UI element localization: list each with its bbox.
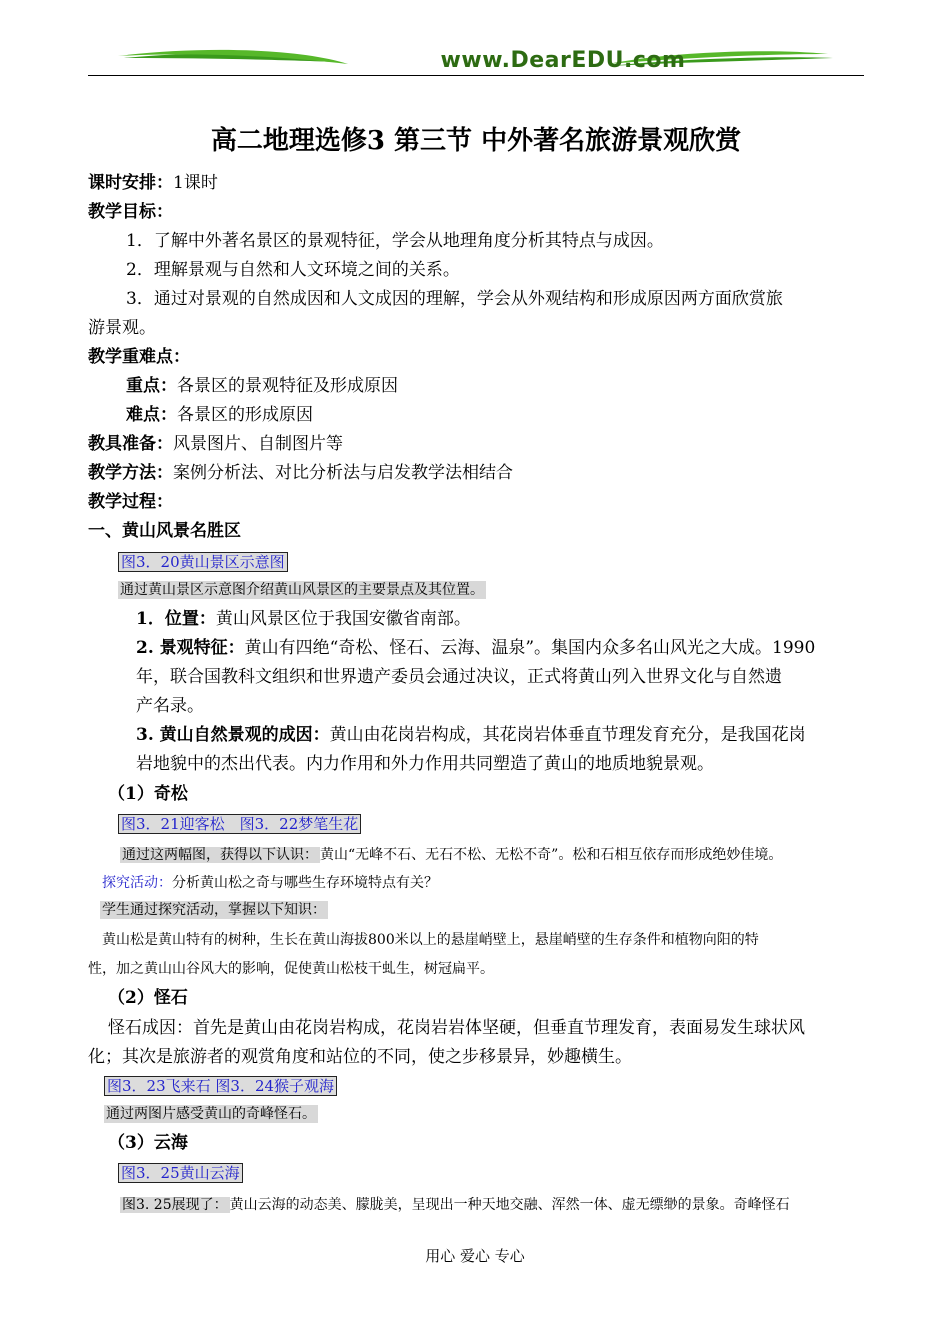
- cloud-note-text: 黄山云海的动态美、朦胧美，呈现出一种天地交融、浑然一体、虚无缥缈的景象。奇峰怪石: [229, 1197, 790, 1213]
- focus-label: 重点：: [126, 376, 177, 396]
- explore-label: 探究活动：: [102, 875, 172, 891]
- subheading-rock: （2）怪石: [108, 988, 188, 1008]
- difficulty-label: 难点：: [126, 405, 177, 425]
- teacher-note: 图3. 25展现了：: [122, 1197, 228, 1213]
- features-line-3: 产名录。: [136, 696, 204, 716]
- rock-text-line: 怪石成因：首先是黄山由花岗岩构成，花岗岩岩体坚硬，但垂直节理发育，表面易发生球状风: [108, 1018, 805, 1038]
- figure-link[interactable]: 图3．23飞来石 图3．24猴子观海: [104, 1076, 337, 1096]
- cause-text: 黄山由花岗岩构成，其花岗岩体垂直节理发育充分，是我国花岗: [329, 725, 806, 745]
- process-label: 教学过程：: [88, 492, 173, 512]
- header-divider: [88, 75, 864, 76]
- pine-note-line: [120, 844, 900, 866]
- page-title: 高二地理选修3 第三节 中外著名旅游景观欣赏: [210, 126, 742, 156]
- focus-value: 各景区的景观特征及形成原因: [177, 376, 398, 396]
- teacher-note: 通过黄山景区示意图介绍黄山风景区的主要景点及其位置。: [120, 582, 484, 598]
- cause-line: [136, 724, 916, 746]
- location-label: 1．位置：: [136, 609, 216, 629]
- figure-link[interactable]: 图3．25黄山云海: [118, 1163, 243, 1183]
- cause-line-2: 岩地貌中的杰出代表。内力作用和外力作用共同塑造了黄山的地质地貌景观。: [136, 754, 714, 774]
- explore-text: 分析黄山松之奇与哪些生存环境特点有关？: [172, 875, 438, 891]
- features-line: [136, 637, 916, 659]
- tools-line: [88, 433, 868, 455]
- teacher-note: 通过两图片感受黄山的奇峰怪石。: [106, 1106, 316, 1122]
- location-line: [136, 608, 916, 630]
- features-label: 2. 景观特征：: [136, 638, 245, 658]
- pine-text-line-2: 性，加之黄山山谷风大的影响，促使黄山松枝干虬生，树冠扁平。: [88, 961, 494, 977]
- methods-label: 教学方法：: [88, 463, 173, 483]
- methods-line: [88, 462, 868, 484]
- teacher-note: 学生通过探究活动，掌握以下知识：: [102, 902, 326, 918]
- objective-item: 1．了解中外著名景区的景观特征，学会从地理角度分析其特点与成因。: [126, 231, 664, 251]
- schedule-line: [88, 172, 868, 194]
- subheading-pine: （1）奇松: [108, 784, 188, 804]
- schedule-label: 课时安排：: [88, 173, 173, 193]
- schedule-value: 1课时: [173, 173, 218, 193]
- objective-item: 2．理解景观与自然和人文环境之间的关系。: [126, 260, 460, 280]
- site-logo-text: www.DearEDU.com: [440, 48, 686, 73]
- objective-item-continued: 游景观。: [88, 318, 156, 338]
- features-line-2: 年，联合国教科文组织和世界遗产委员会通过决议，正式将黄山列入世界文化与自然遗: [136, 667, 782, 687]
- rock-text-line-2: 化；其次是旅游者的观赏角度和站位的不同，使之步移景异，妙趣横生。: [88, 1047, 632, 1067]
- teacher-note: 通过这两幅图，获得以下认识：: [122, 847, 318, 863]
- tools-label: 教具准备：: [88, 434, 173, 454]
- location-text: 黄山风景区位于我国安徽省南部。: [215, 609, 471, 629]
- objective-item: 3．通过对景观的自然成因和人文成因的理解，学会从外观结构和形成原因两方面欣赏旅: [126, 289, 783, 309]
- page-footer: 用心 爱心 专心: [425, 1247, 525, 1265]
- figure-link[interactable]: 图3．21迎客松 图3．22梦笔生花: [118, 814, 361, 834]
- pine-text-line: 黄山松是黄山特有的树种，生长在黄山海拔800米以上的悬崖峭壁上，悬崖峭壁的生存条件和植物向阳的特: [102, 932, 759, 948]
- key-points-label: 教学重难点：: [88, 347, 190, 367]
- header-logo: [88, 38, 864, 78]
- focus-line: [126, 375, 906, 397]
- section-heading: 一、黄山风景名胜区: [88, 521, 241, 541]
- objectives-label: 教学目标：: [88, 202, 173, 222]
- figure-link[interactable]: 图3．20黄山景区示意图: [118, 552, 288, 572]
- features-text: 黄山有四绝“奇松、怪石、云海、温泉”。集国内众多名山风光之大成。1990: [244, 638, 816, 658]
- methods-value: 案例分析法、对比分析法与启发教学法相结合: [173, 463, 513, 483]
- difficulty-value: 各景区的形成原因: [177, 405, 313, 425]
- tools-value: 风景图片、自制图片等: [173, 434, 343, 454]
- pine-note-text: 黄山“无峰不石、无石不松、无松不奇”。松和石相互依存而形成绝妙佳境。: [320, 847, 783, 863]
- cloud-note-line: [120, 1194, 900, 1216]
- explore-line: [102, 872, 882, 894]
- cause-label: 3. 黄山自然景观的成因：: [136, 725, 330, 745]
- subheading-cloud: （3）云海: [108, 1133, 188, 1153]
- difficulty-line: [126, 404, 906, 426]
